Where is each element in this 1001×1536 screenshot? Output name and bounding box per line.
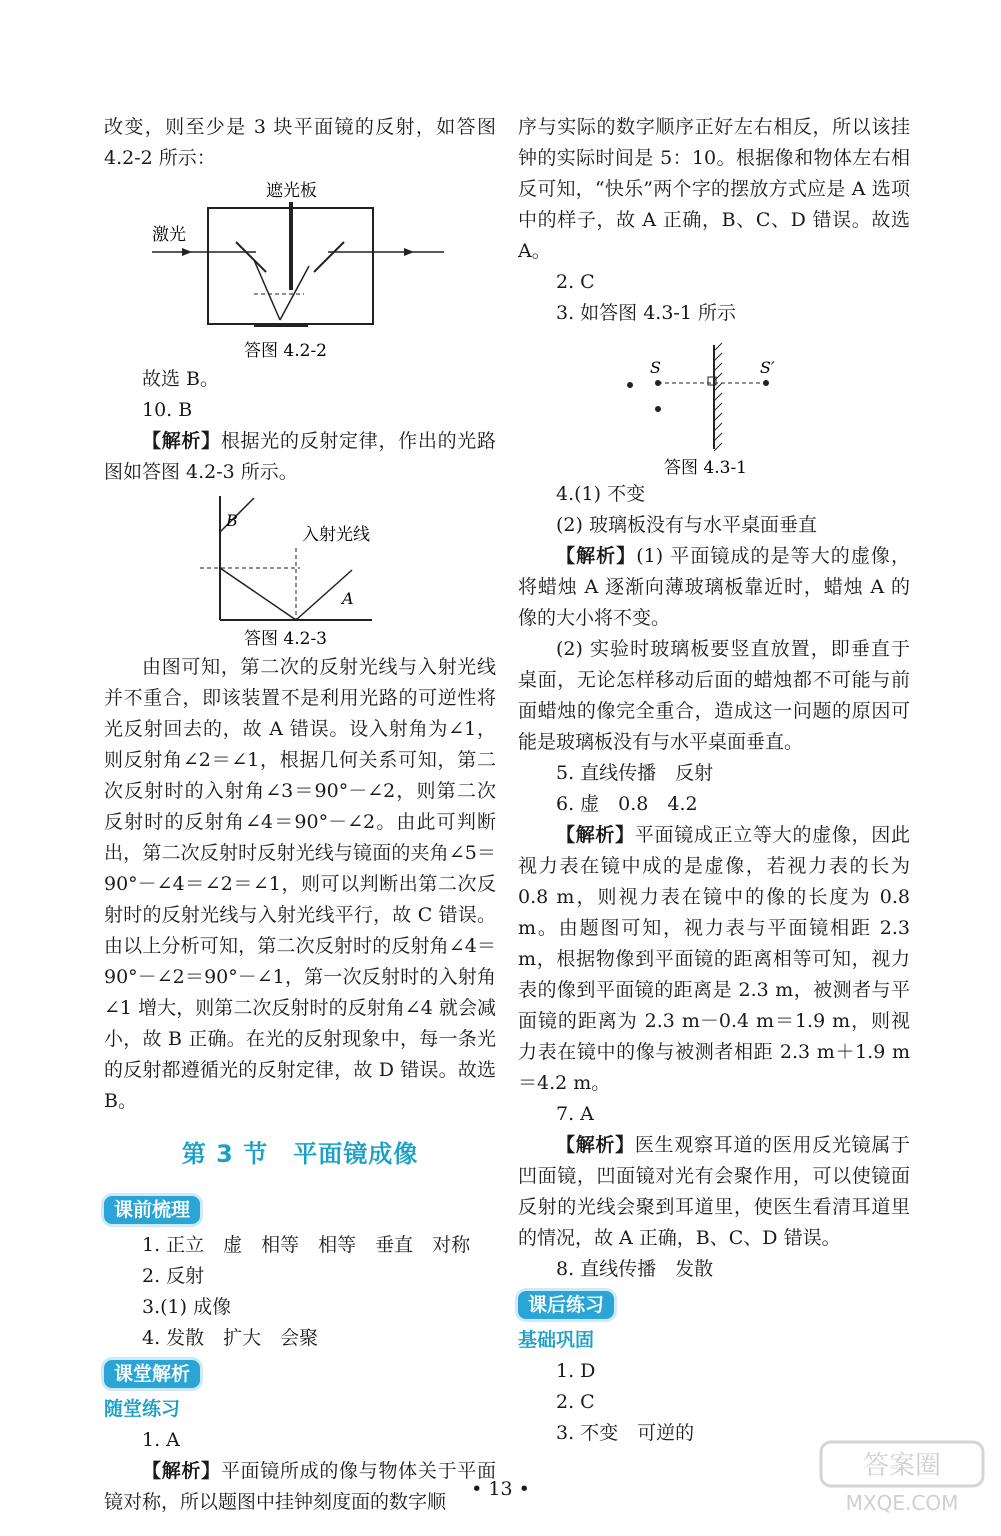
analysis-tag: 【解析】 [556,824,635,846]
q4-analysis-1-text: (1) 平面镜成的是等大的虚像，将蜡烛 A 逐渐向薄玻璃板靠近时，蜡烛 A 的像的大小将不变。 [518,545,910,629]
tag-class-analysis: 课堂解析 [104,1360,200,1388]
figure-4-2-3 [104,488,496,652]
pre-item-4: 4. 发散 扩大 会聚 [142,1327,319,1349]
analysis-tag: 【解析】 [142,1460,221,1482]
q3-answer: 3. 如答图 4.3-1 所示 [556,302,736,324]
pre-item-1: 1. 正立 虚 相等 相等 垂直 对称 [142,1234,471,1256]
left-column [104,112,496,1518]
select-b: 故选 B。 [142,368,220,390]
q7-analysis-text: 医生观察耳道的医用反光镜属于凹面镜，凹面镜对光有会聚作用，可以使镜面反射的光线会聚到耳道里，使医生看清耳道里的情况，故 A 正确，B、C、D 错误。 [518,1134,910,1249]
q10-analysis-text: 根据光的反射定律，作出的光路图如答图 4.2-3 所示。 [104,430,496,483]
diagram-reflection [104,488,496,652]
q4-2: (2) 玻璃板没有与水平桌面垂直 [556,514,817,536]
sub-basic: 基础巩固 [518,1329,595,1351]
q6-answer: 6. 虚 0.8 4.2 [556,793,698,815]
q7-analysis [518,1130,910,1254]
q6-analysis [518,820,910,1099]
label-s-prime: S′ [760,358,775,377]
q2-answer: 2. C [556,271,595,293]
caption-4-3-1: 答图 4.3-1 [664,458,747,478]
q10-answer: 10. B [142,399,193,421]
sub-practice: 随堂练习 [104,1398,181,1420]
section-title: 第 3 节 平面镜成像 [181,1140,419,1168]
pre-item-2: 2. 反射 [142,1265,205,1287]
label-b: B [226,511,238,530]
b2-answer: 2. C [556,1391,595,1413]
tag-pre-review: 课前梳理 [104,1196,200,1224]
svg-text:MXQE.COM: MXQE.COM [845,1491,959,1515]
caption-4-2-3: 答图 4.2-3 [244,629,327,649]
b1-answer: 1. D [556,1360,596,1382]
q1-answer: 1. A [142,1429,180,1451]
q10-analysis [104,426,496,488]
q1-continued: 序与实际的数字顺序正好左右相反，所以该挂钟的实际时间是 5：10。根据像和物体左右相反可知，“快乐”两个字的摆放方式应是 A 选项中的样子，故 A 正确，B、C、D 错误。故选 A。 [518,116,910,262]
analysis-tag: 【解析】 [556,1134,635,1156]
long-analysis: 由图可知，第二次的反射光线与入射光线并不重合，即该装置不是利用光路的可逆性将光反射回去的，故 A 错误。设入射角为∠1，则反射角∠2＝∠1，根据几何关系可知，第二次反射时的入射角∠3＝90°－∠2，则第二次反射时的反射角∠4＝90°－∠2。由此可判断出，第二次反射时反射光线与镜面的夹角∠5＝90°－∠4＝∠2＝∠1，则可以判断出第二次反射时的反射光线与入射光线平行，故 C 错误。由以上分析可知，第二次反射时的反射角∠4＝90°－∠2＝90°－∠1，第一次反射时的入射角∠1 增大，则第二次反射时的反射角∠4 就会减小，故 B 正确。在光的反射现象中，每一条光的反射都遵循光的反射定律，故 D 错误。故选 B。 [104,656,496,1112]
q4-analysis-2: (2) 实验时玻璃板要竖直放置，即垂直于桌面，无论怎样移动后面的蜡烛都不可能与前面蜡烛的像完全重合，造成这一问题的原因可能是玻璃板没有与水平桌面垂直。 [518,638,910,753]
b3-answer: 3. 不变 可逆的 [556,1422,695,1444]
label-shield: 遮光板 [266,181,317,201]
label-incident-ray: 入射光线 [302,525,370,545]
figure-4-2-2 [104,174,496,364]
tag-after-class: 课后练习 [518,1291,614,1319]
label-s: S [650,358,661,377]
q7-answer: 7. A [556,1103,594,1125]
analysis-tag: 【解析】 [556,545,637,567]
q6-analysis-text: 平面镜成正立等大的虚像，因此视力表在镜中成的是虚像，若视力表的长为 0.8 m，则视力表在镜中的像的长度为 0.8 m。由题图可知，视力表与平面镜相距 2.3 m，根据物像到平面镜的距离相等可知，视力表的像到平面镜的距离是 2.3 m，被测者与平面镜的距离为 2.3 m－0.4 m＝1.9 m，则视力表在镜中的像与被测者相距 2.3 m＋1.9 m＝4.2 m。 [518,824,910,1094]
svg-text:答案圈: 答案圈 [862,1451,942,1481]
right-column [518,112,910,1449]
watermark-logo [817,1438,987,1518]
intro-text: 改变，则至少是 3 块平面镜的反射，如答图 4.2-2 所示： [104,116,496,169]
figure-4-3-1 [518,329,910,479]
analysis-tag: 【解析】 [142,430,221,452]
caption-4-2-2: 答图 4.2-2 [244,341,327,361]
diagram-laser-mirrors [104,174,496,364]
label-laser: 激光 [152,225,186,245]
q1-analysis-text: 平面镜所成的像与物体关于平面镜对称，所以题图中挂钟刻度面的数字顺 [104,1460,496,1513]
q4-1: 4.(1) 不变 [556,483,646,505]
q5-answer: 5. 直线传播 反射 [556,762,714,784]
label-a: A [342,589,354,608]
pre-item-3: 3.(1) 成像 [142,1296,232,1318]
q4-analysis-1 [518,541,910,634]
q8-answer: 8. 直线传播 发散 [556,1258,714,1280]
page-number: • 13 • [471,1478,530,1500]
diagram-mirror-image [518,329,910,479]
